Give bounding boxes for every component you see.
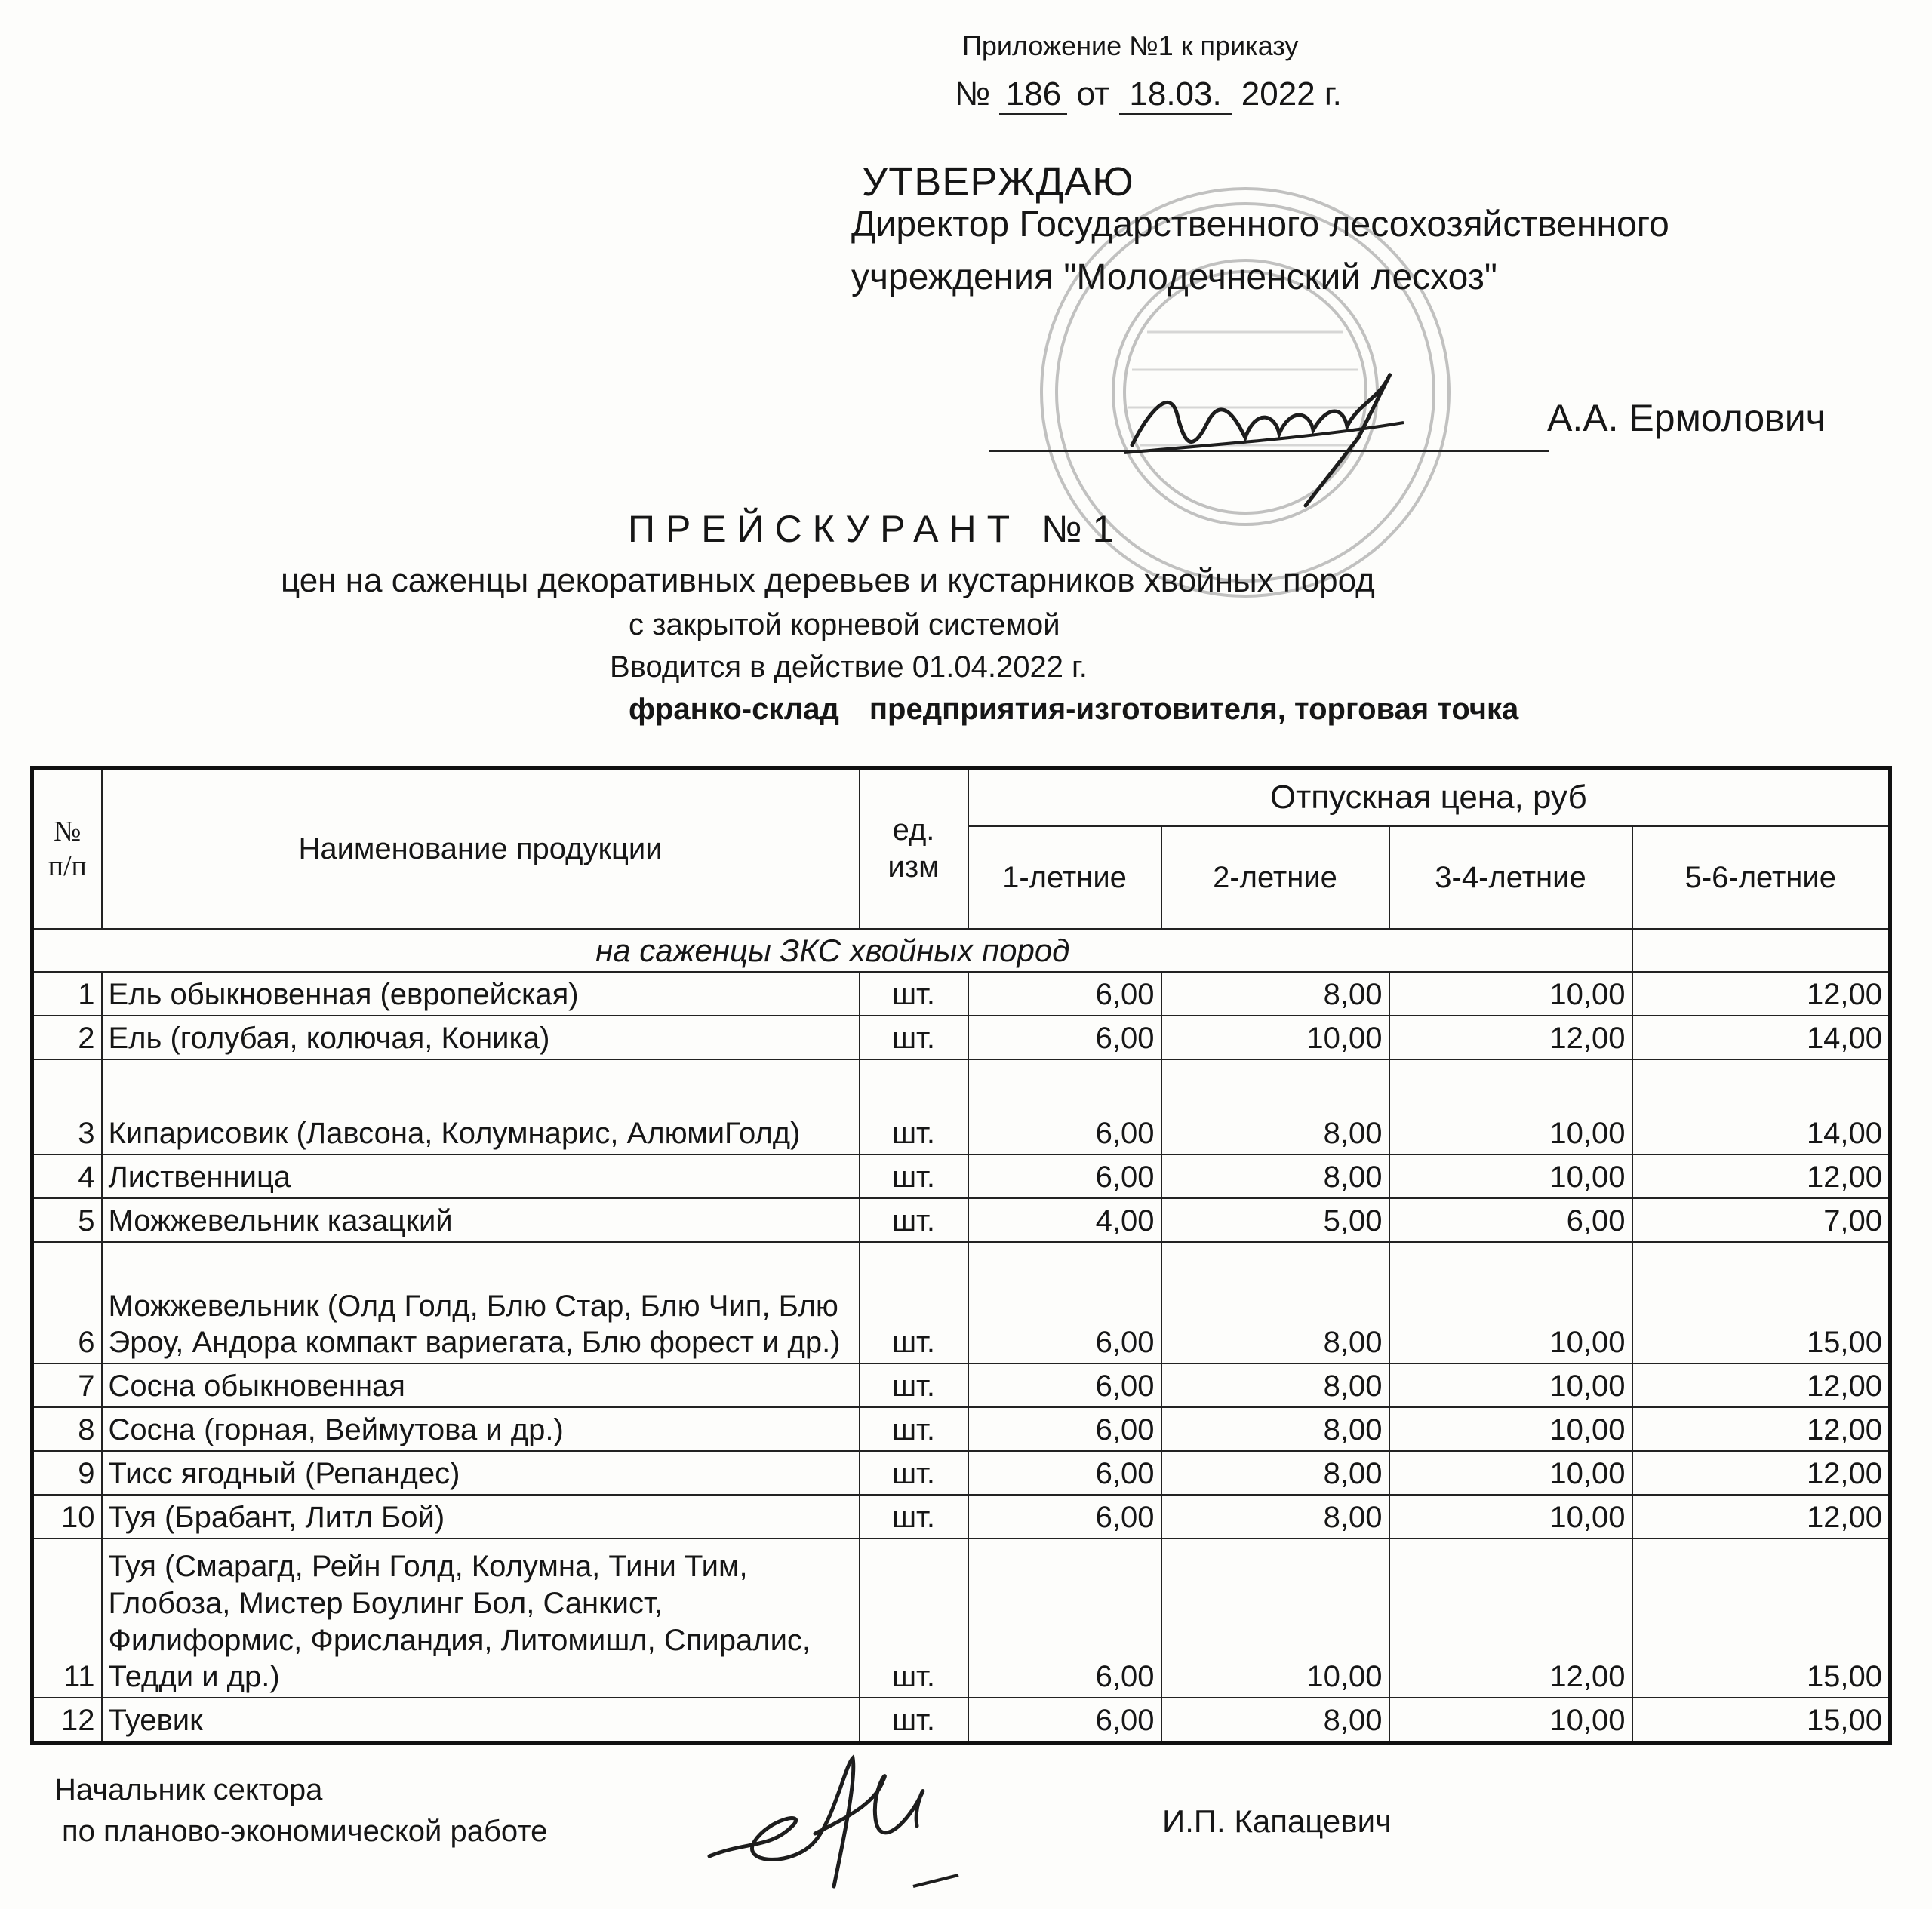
price-3-4-year: 10,00 [1389,1154,1632,1198]
section-empty-cell [1632,929,1890,972]
price-5-6-year: 12,00 [1632,1407,1890,1451]
price-3-4-year: 10,00 [1389,1495,1632,1539]
order-prefix: № [955,75,991,112]
order-date: 18.03. [1119,75,1232,115]
price-table [30,766,1892,1745]
header-product-name: Наименование продукции [102,768,860,930]
header-year-2: 2-летние [1161,826,1389,929]
row-number: 4 [32,1154,102,1198]
unit-cell: шт. [860,1242,968,1363]
director-signature [1117,332,1434,528]
row-number: 8 [32,1407,102,1451]
price-1-year: 4,00 [968,1198,1161,1242]
price-3-4-year: 10,00 [1389,1242,1632,1363]
price-1-year: 6,00 [968,1059,1161,1154]
delivery-terms [629,693,1518,727]
price-3-4-year: 10,00 [1389,1407,1632,1451]
table-row [32,1363,1890,1407]
price-2-year: 8,00 [1161,972,1389,1016]
unit-cell: шт. [860,1495,968,1539]
price-5-6-year: 12,00 [1632,1451,1890,1495]
title-root-system: с закрытой корневой системой [629,608,1060,641]
approve-heading: УТВЕРЖДАЮ [862,159,1134,204]
row-number: 7 [32,1363,102,1407]
row-number: 1 [32,972,102,1016]
header-year-1: 1-летние [968,826,1161,929]
unit-cell: шт. [860,972,968,1016]
footer-name: И.П. Капацевич [1162,1803,1392,1839]
order-from: от [1076,75,1110,112]
row-number: 3 [32,1059,102,1154]
table-row [32,1154,1890,1198]
price-1-year: 6,00 [968,1154,1161,1198]
title-subject: цен на саженцы декоративных деревьев и кустарников хвойных пород [281,562,1375,599]
unit-cell: шт. [860,1154,968,1198]
header-year-5-6: 5-6-летние [1632,826,1890,929]
unit-cell: шт. [860,1698,968,1743]
row-number: 2 [32,1016,102,1059]
table-row [32,972,1890,1016]
director-position-line1: Директор Государственного лесохозяйственного [851,204,1669,244]
price-table-body [32,929,1890,1743]
price-2-year: 8,00 [1161,1242,1389,1363]
delivery-terms-part1: франко-склад [629,693,839,726]
price-2-year: 10,00 [1161,1016,1389,1059]
product-name: Можжевельник (Олд Голд, Блю Стар, Блю Чип, Блю Эроу, Андора компакт вариегата, Блю форест и др.) [102,1242,860,1363]
delivery-terms-part2: предприятия-изготовителя, торговая точка [869,693,1519,726]
price-5-6-year: 12,00 [1632,972,1890,1016]
footer-position-line2: по планово-экономической работе [62,1815,548,1848]
product-name: Тисс ягодный (Репандес) [102,1451,860,1495]
table-row [32,1407,1890,1451]
table-row [32,1242,1890,1363]
price-2-year: 8,00 [1161,1154,1389,1198]
product-name: Сосна (горная, Веймутова и др.) [102,1407,860,1451]
product-name: Туевик [102,1698,860,1743]
order-reference [955,75,1342,115]
product-name: Можжевельник казацкий [102,1198,860,1242]
price-2-year: 8,00 [1161,1363,1389,1407]
price-5-6-year: 15,00 [1632,1698,1890,1743]
product-name: Туя (Смарагд, Рейн Голд, Колумна, Тини Тим, Глобоза, Мистер Боулинг Бол, Санкист, Филиформис, Фрисландия, Литомишл, Спиралис, Тедди и др.) [102,1539,860,1698]
table-row [32,1495,1890,1539]
table-row [32,1539,1890,1698]
order-number: 186 [999,75,1067,115]
price-2-year: 8,00 [1161,1059,1389,1154]
table-row [32,1016,1890,1059]
unit-cell: шт. [860,1059,968,1154]
product-name: Лиственница [102,1154,860,1198]
row-number: 5 [32,1198,102,1242]
table-row [32,1451,1890,1495]
price-5-6-year: 12,00 [1632,1154,1890,1198]
unit-cell: шт. [860,1198,968,1242]
price-3-4-year: 6,00 [1389,1198,1632,1242]
sector-head-signature [702,1735,974,1909]
price-1-year: 6,00 [968,1407,1161,1451]
price-3-4-year: 12,00 [1389,1539,1632,1698]
product-name: Ель обыкновенная (европейская) [102,972,860,1016]
header-unit: ед. изм [860,768,968,930]
price-2-year: 8,00 [1161,1495,1389,1539]
product-name: Ель (голубая, колючая, Коника) [102,1016,860,1059]
price-3-4-year: 10,00 [1389,1451,1632,1495]
order-year: 2022 г. [1241,75,1342,112]
price-5-6-year: 14,00 [1632,1059,1890,1154]
price-5-6-year: 7,00 [1632,1198,1890,1242]
header-year-3-4: 3-4-летние [1389,826,1632,929]
row-number: 12 [32,1698,102,1743]
price-2-year: 8,00 [1161,1451,1389,1495]
product-name: Туя (Брабант, Литл Бой) [102,1495,860,1539]
header-price: Отпускная цена, руб [968,768,1890,827]
price-3-4-year: 10,00 [1389,1698,1632,1743]
price-5-6-year: 12,00 [1632,1495,1890,1539]
price-1-year: 6,00 [968,1242,1161,1363]
unit-cell: шт. [860,1407,968,1451]
document-title: ПРЕЙСКУРАНТ №1 [628,508,1124,550]
price-2-year: 8,00 [1161,1407,1389,1451]
price-5-6-year: 15,00 [1632,1539,1890,1698]
unit-cell: шт. [860,1016,968,1059]
price-1-year: 6,00 [968,1363,1161,1407]
price-2-year: 10,00 [1161,1539,1389,1698]
price-5-6-year: 14,00 [1632,1016,1890,1059]
row-number: 9 [32,1451,102,1495]
price-1-year: 6,00 [968,1539,1161,1698]
price-1-year: 6,00 [968,1698,1161,1743]
price-3-4-year: 10,00 [1389,1363,1632,1407]
price-5-6-year: 12,00 [1632,1363,1890,1407]
price-1-year: 6,00 [968,972,1161,1016]
row-number: 10 [32,1495,102,1539]
section-title: на саженцы ЗКС хвойных пород [32,929,1632,972]
unit-cell: шт. [860,1363,968,1407]
price-1-year: 6,00 [968,1451,1161,1495]
price-2-year: 5,00 [1161,1198,1389,1242]
price-1-year: 6,00 [968,1495,1161,1539]
director-position-line2: учреждения "Молодечненский лесхоз" [851,257,1497,297]
price-3-4-year: 10,00 [1389,1059,1632,1154]
director-name: А.А. Ермолович [1547,397,1826,439]
appendix-line: Приложение №1 к приказу [962,30,1299,61]
product-name: Сосна обыкновенная [102,1363,860,1407]
product-name: Кипарисовик (Лавсона, Колумнарис, АлюмиГолд) [102,1059,860,1154]
unit-cell: шт. [860,1539,968,1698]
price-2-year: 8,00 [1161,1698,1389,1743]
unit-cell: шт. [860,1451,968,1495]
price-3-4-year: 12,00 [1389,1016,1632,1059]
price-5-6-year: 15,00 [1632,1242,1890,1363]
price-3-4-year: 10,00 [1389,972,1632,1016]
table-row [32,1059,1890,1154]
table-row [32,1198,1890,1242]
row-number: 6 [32,1242,102,1363]
effective-date: Вводится в действие 01.04.2022 г. [610,650,1088,684]
row-number: 11 [32,1539,102,1698]
price-1-year: 6,00 [968,1016,1161,1059]
header-number: № п/п [32,768,102,930]
footer-position-line1: Начальник сектора [54,1773,323,1806]
